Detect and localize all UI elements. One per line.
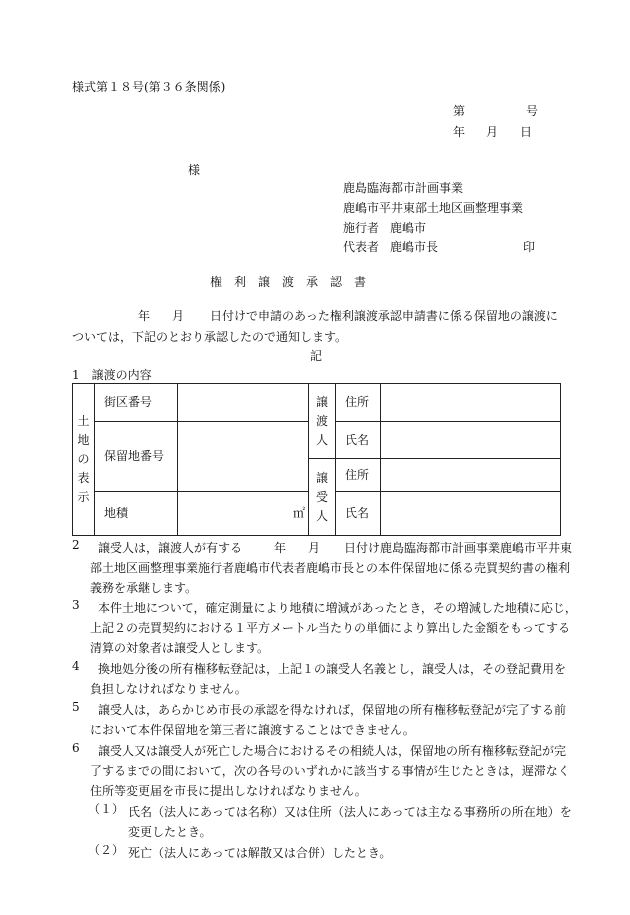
- seal-mark: 印: [523, 240, 536, 254]
- area-unit: ㎡: [292, 506, 305, 521]
- clause-line: 本件土地について，確定測量により地積に増減があったとき，その増減した地積に応じ，: [98, 601, 577, 615]
- land-header-char: 土: [77, 414, 90, 428]
- subitem-number: （２）: [88, 843, 125, 857]
- transferee-char: 譲: [315, 470, 328, 485]
- transferor-char: 人: [315, 432, 328, 447]
- transferor-char: 渡: [315, 413, 328, 428]
- section1-heading: 1 譲渡の内容: [72, 368, 152, 382]
- land-header-char: の: [77, 452, 90, 466]
- transferee-address-value[interactable]: [381, 459, 561, 492]
- issuer-line1: 鹿島臨海都市計画事業: [343, 181, 464, 195]
- document-title: 権 利 譲 渡 承 認 書: [210, 275, 367, 289]
- date-month: 月: [486, 125, 499, 139]
- subitem-line: 氏名（法人にあっては名称）又は住所（法人にあっては主なる事務所の所在地）を: [128, 805, 572, 819]
- subitem-line: 変更したとき。: [128, 825, 212, 839]
- clause-line: 了するまでの間において，次の各号のいずれかに該当する事情が生じたときは，遅滞なく: [90, 764, 570, 778]
- transferee-name-value[interactable]: [381, 492, 561, 536]
- transferee-char: 人: [315, 508, 328, 523]
- representative-label: 代表者: [343, 240, 380, 254]
- clause-line: 譲受人は，あらかじめ市長の承認を得なければ，保留地の所有権移転登記が完了する前: [98, 703, 567, 717]
- transferee-address-label: 住所: [336, 459, 381, 492]
- date-year: 年: [453, 125, 466, 139]
- reserve-land-number-value[interactable]: [178, 422, 309, 492]
- clause-line: 部土地区画整理事業施行者鹿嶋市代表者鹿嶋市長との本件保留地に係る売買契約書の権利: [90, 561, 571, 575]
- clause-line: 譲受人は，譲渡人が有する 年 月 日付け鹿島臨海都市計画事業鹿嶋市平井東: [98, 541, 573, 555]
- form-number: 様式第１８号(第３６条関係): [72, 80, 226, 94]
- transfer-content-table: [72, 383, 561, 536]
- transferor-address-value[interactable]: [381, 384, 561, 422]
- clause-number: 2: [72, 538, 80, 552]
- transferee-name-label: 氏名: [336, 492, 381, 536]
- intro-line1: 日付けで申請のあった権利譲渡承認申請書に係る保留地の譲渡に: [210, 309, 558, 323]
- transferee-char: 受: [315, 489, 328, 504]
- clause-line: 負担しなければなりません。: [90, 682, 247, 696]
- intro-year: 年: [138, 309, 151, 323]
- land-header-char: 地: [77, 433, 90, 447]
- doc-number-label: 第: [453, 104, 466, 118]
- issuer-line2: 鹿嶋市平井東部土地区画整理事業: [343, 201, 524, 215]
- transferor-char: 譲: [315, 394, 328, 409]
- clause-line: 換地処分後の所有権移転登記は，上記１の譲受人名義とし，譲受人は，その登記費用を: [98, 662, 567, 676]
- clause-line: 譲受人又は譲受人が死亡した場合におけるその相続人は，保留地の所有権移転登記が完: [98, 744, 567, 758]
- clause-line: において本件保留地を第三者に譲渡することはできません。: [90, 723, 415, 737]
- land-header-char: 表: [77, 471, 90, 485]
- transferor-header: [309, 384, 336, 459]
- ki-heading: 記: [310, 349, 323, 363]
- transferor-address-label: 住所: [336, 384, 381, 422]
- date-day: 日: [520, 125, 533, 139]
- clause-line: 上記２の売買契約における１平方メートル当たりの単価により算出した金額をもってする: [90, 621, 571, 635]
- area-value[interactable]: [178, 492, 309, 536]
- transferor-name-label: 氏名: [336, 422, 381, 459]
- clause-number: 4: [72, 659, 80, 673]
- representative-value: 鹿嶋市長: [390, 240, 439, 254]
- clause-line: 住所等変更届を市長に提出しなければなりません。: [90, 784, 367, 798]
- clause-line: 清算の対象者は譲受人とします。: [90, 641, 270, 655]
- clause-number: 3: [72, 598, 80, 612]
- intro-line2: ついては，下記のとおり承認したので通知します。: [72, 330, 348, 344]
- block-number-value[interactable]: [178, 384, 309, 422]
- subitem-number: （１）: [88, 802, 125, 816]
- clause-line: 義務を承継します。: [90, 581, 198, 595]
- intro-month: 月: [172, 309, 185, 323]
- clause-number: 5: [72, 700, 80, 714]
- transferee-header: [309, 459, 336, 536]
- clause-number: 6: [72, 741, 80, 755]
- addressee-suffix: 様: [188, 163, 201, 177]
- area-label: 地積: [95, 492, 178, 536]
- reserve-land-number-label: 保留地番号: [95, 422, 178, 492]
- transferor-name-value[interactable]: [381, 422, 561, 459]
- land-header-char: 示: [77, 490, 90, 504]
- operator-label: 施行者: [343, 221, 380, 235]
- land-display-header: [73, 384, 95, 536]
- block-number-label: 街区番号: [95, 384, 178, 422]
- doc-number-suffix: 号: [526, 104, 539, 118]
- subitem-line: 死亡（法人にあっては解散又は合併）したとき。: [128, 846, 392, 860]
- operator-value: 鹿嶋市: [390, 221, 427, 235]
